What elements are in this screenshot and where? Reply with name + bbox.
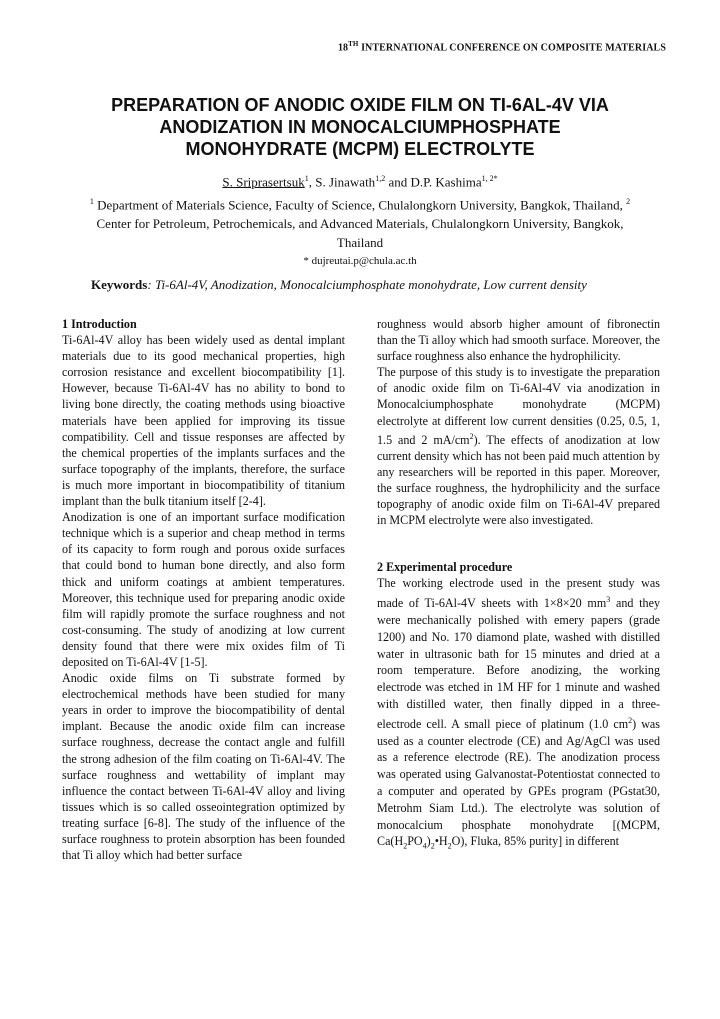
author-3: and D.P. Kashima bbox=[385, 174, 482, 190]
intro-paragraph-2: Anodization is one of an important surface modification technique which is a superior and cheap method in terms of its capacity to form rough and porous oxide surfaces that could bond to human bone directly, and also form thick and uniform coatings at ambient temperatures. Moreover, this technique used for preparing anodic oxide film will rapidly promote the surface roughness and not cost-consuming. The study of anodizing at low current density found that there were mix oxides film of Ti deposited on Ti-6Al-4V [1-5]. bbox=[62, 510, 345, 669]
p5-text-b: ). The effects of anodization at low current density which has not been paid much attention by any researchers will be reported in this paper. Moreover, the surface roughness, the hydrophilicity and the surface topography of anodic oxide film on Ti-6Al-4V prepared in MCPM electrolyte were also investigated. bbox=[377, 432, 660, 528]
author-list bbox=[0, 174, 720, 190]
keywords-line bbox=[91, 277, 691, 293]
header-ordinal: TH bbox=[348, 40, 359, 48]
exp-sub-2: 4 bbox=[422, 841, 427, 851]
exp-t1: The working electrode used in the present study was made of Ti-6Al-4V sheets with 1×8×20 mm bbox=[377, 576, 660, 611]
p5-unit-sup: 2 bbox=[469, 431, 474, 441]
title-line-2: ANODIZATION IN MONOCALCIUMPHOSPHATE bbox=[159, 117, 561, 137]
right-column bbox=[377, 316, 660, 856]
affiliations bbox=[80, 192, 640, 252]
intro-paragraph-1: Ti-6Al-4V alloy has been widely used as dental implant materials due to its good mechanical properties, high corrosion resistance and excellent biocompatibility [1]. However, because Ti-6Al-4V has no ability to bond to living bone directly, the coating methods using bioactive materials have been applied for improving its tissue compatibility. Cell and tissue responses are affected by the chemical properties of the implants surfaces and the surface topography of the implants, therefore, the surface is much more important in biocompatibility of titanium implant than the bulk titanium itself [2-4]. bbox=[62, 333, 345, 509]
intro-heading: 1 Introduction bbox=[62, 317, 137, 331]
experimental-paragraph bbox=[377, 575, 660, 855]
section-spacer bbox=[377, 528, 660, 559]
exp-sub-1: 2 bbox=[403, 841, 408, 851]
header-text: INTERNATIONAL CONFERENCE ON COMPOSITE MATERIALS bbox=[358, 42, 666, 54]
author-3-affil: 1, 2* bbox=[481, 174, 498, 183]
affil-2-mark: 2 bbox=[626, 197, 631, 206]
exp-t7: O), Fluka, 85% purity] in different bbox=[451, 834, 620, 849]
affil-1-mark: 1 bbox=[89, 197, 94, 206]
exp-sub-3: 2 bbox=[430, 841, 435, 851]
title-line-1: PREPARATION OF ANODIC OXIDE FILM ON TI-6AL-4V VIA bbox=[111, 95, 609, 115]
affil-1-text: Department of Materials Science, Faculty of Science, Chulalongkorn University, Bangkok, Thailand, bbox=[93, 197, 627, 213]
author-1: S. Sriprasertsuk bbox=[222, 174, 305, 190]
keywords-text: Ti-6Al-4V, Anodization, Monocalciumphosphate monohydrate, Low current density bbox=[154, 277, 587, 292]
exp-t1-sup: 3 bbox=[606, 595, 611, 605]
keywords-colon: : bbox=[147, 277, 155, 292]
intro-paragraph-3: Anodic oxide films on Ti substrate formed by electrochemical methods have been studied for many years in order to improve the biocompatibility of dental implant. Because the anodic oxide film can increase surface roughness, decrease the contact angle and fulfill the strong adhesion of the film coating on Ti-6Al-4V. The surface roughness and wettability of implant may influence the contact between Ti-6Al-4V alloy and living tissues which is so called osseointegration optimized by treating surface [6-8]. The study of the influence of the surface roughness to protein absorption has been founded that Ti alloy which had better surface bbox=[62, 671, 345, 863]
experimental-heading: 2 Experimental procedure bbox=[377, 560, 513, 575]
paper-title bbox=[60, 94, 660, 160]
title-line-3: MONOHYDRATE (MCPM) ELECTROLYTE bbox=[185, 139, 535, 159]
affil-2-text: Center for Petroleum, Petrochemicals, and Advanced Materials, Chulalongkorn University, Bangkok, Thailand bbox=[96, 216, 624, 251]
exp-sub-4: 2 bbox=[447, 841, 452, 851]
corresponding-email: * dujreutai.p@chula.ac.th bbox=[303, 255, 417, 267]
exp-t2-sup: 2 bbox=[628, 715, 633, 725]
author-1-affil: 1 bbox=[304, 174, 309, 183]
p5-text-a: The purpose of this study is to investigate the preparation of anodic oxide film on Ti-6Al-4V via anodization in Monocalciumphosphate monohydrate (MCPM) electrolyte at different low current densities (0.25, 0.5, 1, 1.5 and 2 mA/cm bbox=[377, 365, 660, 447]
intro-paragraph-4: roughness would absorb higher amount of fibronectin than the Ti alloy which had smooth surface. Moreover, the surface roughness also enhance the hydrophilicity. bbox=[377, 317, 660, 364]
exp-t5: ) bbox=[426, 834, 431, 849]
exp-t6: •H bbox=[434, 834, 448, 849]
header-number: 18 bbox=[337, 42, 349, 54]
author-2-affil: 1,2 bbox=[375, 174, 386, 183]
exp-t3: ) was used as a counter electrode (CE) and Ag/AgCl was used as a reference electrode (RE). The anodization process was operated using Galvanostat-Potentiostat connected to a computer and operated by GPEs program (PGstat30, Metrohm Siam Ltd.). The electrolyte was solution of monocalcium phosphate monohydrate [(MCPM, Ca(H bbox=[377, 716, 661, 849]
left-column bbox=[62, 316, 345, 863]
exp-t4: PO bbox=[407, 834, 423, 849]
author-2: , S. Jinawath bbox=[308, 174, 376, 190]
exp-t2: and they were mechanically polished with emery papers (grade 1200) and No. 170 diamond plate, washed with distilled water in ultrasonic bath for 15 minutes and dried at a room temperature. Before anodizing, the working electrode was etched in 1M HF for 1 minute and washed with distilled water, then finally dipped in a three-electrode cell. A small piece of platinum (1.0 cm bbox=[377, 596, 660, 731]
conference-header bbox=[338, 40, 666, 53]
keywords-label: Keywords bbox=[91, 277, 148, 292]
intro-paragraph-5 bbox=[377, 364, 660, 528]
